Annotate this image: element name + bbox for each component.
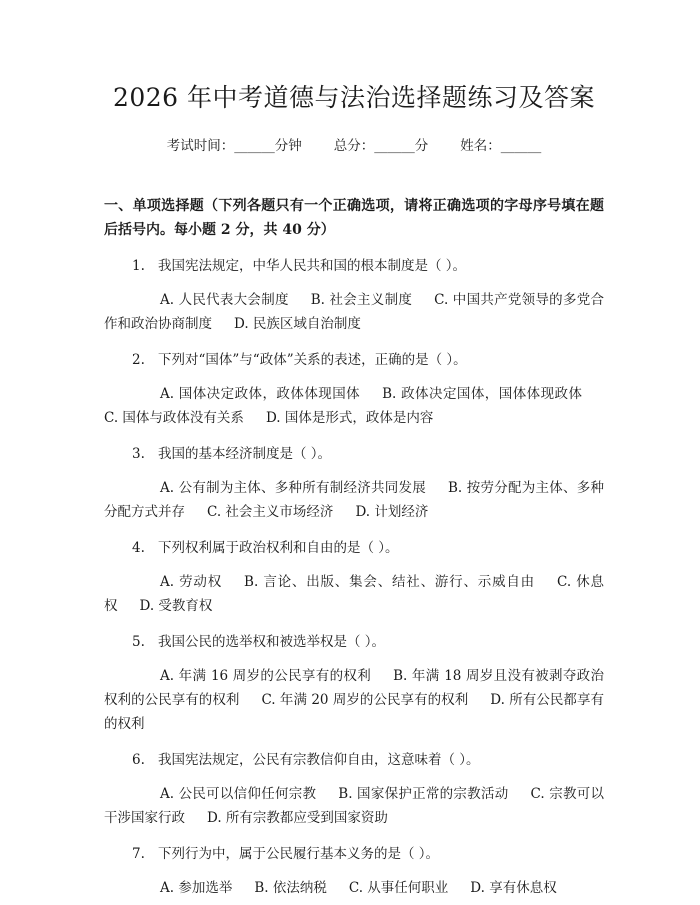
- question-number: 7.: [132, 846, 145, 862]
- section-header: 一、单项选择题（下列各题只有一个正确选项，请将正确选项的字母序号填在题后括号内。每小题 2 分，共 40 分）: [104, 198, 604, 238]
- option-b: B. 社会主义制度: [310, 292, 413, 308]
- option-b: B. 言论、出版、集会、结社、游行、示威自由: [244, 574, 535, 590]
- question-text: 下列权利属于政治权利和自由的是（ ）。: [158, 540, 399, 556]
- question-number: 2.: [132, 352, 145, 368]
- option-c: C. 中国共产党领导的多党合作和政治协商制度: [104, 292, 604, 332]
- option-c: C. 宗教可以干涉国家行政: [104, 786, 604, 826]
- option-c: C. 社会主义市场经济: [207, 504, 334, 520]
- option-d: D. 所有宗教都应受到国家资助: [207, 810, 388, 826]
- exam-info: [104, 136, 604, 156]
- question-6: [104, 748, 604, 830]
- question-stem: [104, 254, 604, 278]
- option-b: B. 按劳分配为主体、多种分配方式并存: [104, 480, 604, 520]
- question-options: [104, 382, 604, 430]
- question-1: [104, 254, 604, 336]
- question-options: [104, 876, 604, 900]
- question-stem: [104, 348, 604, 372]
- option-a: A. 人民代表大会制度: [160, 292, 289, 308]
- option-a: A. 参加选举: [160, 880, 233, 896]
- option-d: D. 民族区域自治制度: [234, 316, 361, 332]
- question-options: [104, 570, 604, 618]
- question-text: 我国的基本经济制度是（ ）。: [158, 446, 332, 462]
- option-b: B. 政体决定国体，国体体现政体: [382, 386, 582, 402]
- question-options: [104, 288, 604, 336]
- question-stem: [104, 630, 604, 654]
- student-name-field: 姓名：______: [460, 138, 542, 154]
- option-a: A. 公民可以信仰任何宗教: [160, 786, 317, 802]
- question-text: 下列行为中，属于公民履行基本义务的是（ ）。: [158, 846, 440, 862]
- exam-time-field: 考试时间：______分钟: [166, 138, 302, 154]
- question-number: 1.: [132, 258, 145, 274]
- option-b: B. 国家保护正常的宗教活动: [338, 786, 509, 802]
- question-2: [104, 348, 604, 430]
- question-text: 我国宪法规定，中华人民共和国的根本制度是（ ）。: [158, 258, 467, 274]
- question-number: 6.: [132, 752, 145, 768]
- option-d: D. 所有公民都享有的权利: [104, 692, 605, 732]
- question-number: 3.: [132, 446, 145, 462]
- question-stem: [104, 748, 604, 772]
- question-number: 5.: [132, 634, 145, 650]
- question-list: [104, 254, 604, 900]
- page-title: 2026 年中考道德与法治选择题练习及答案: [112, 83, 596, 112]
- option-d: D. 享有休息权: [470, 880, 557, 896]
- total-score-field: 总分：______分: [333, 138, 429, 154]
- option-c: C. 国体与政体没有关系: [104, 410, 244, 426]
- question-text: 我国宪法规定，公民有宗教信仰自由，这意味着（ ）。: [158, 752, 480, 768]
- question-stem: [104, 536, 604, 560]
- option-d: D. 受教育权: [139, 598, 213, 614]
- option-c: C. 从事任何职业: [348, 880, 449, 896]
- question-4: [104, 536, 604, 618]
- option-c: C. 休息权: [104, 574, 604, 614]
- question-text: 下列对“国体”与“政体”关系的表述，正确的是（ ）。: [158, 352, 467, 368]
- question-stem: [104, 442, 604, 466]
- question-text: 我国公民的选举权和被选举权是（ ）。: [158, 634, 386, 650]
- question-options: [104, 476, 604, 524]
- question-7: [104, 842, 604, 900]
- option-b: B. 依法纳税: [254, 880, 327, 896]
- option-a: A. 年满 16 周岁的公民享有的权利: [160, 668, 372, 684]
- option-a: A. 劳动权: [160, 574, 223, 590]
- question-options: [104, 782, 604, 830]
- question-number: 4.: [132, 540, 145, 556]
- option-a: A. 公有制为主体、多种所有制经济共同发展: [160, 480, 427, 496]
- question-3: [104, 442, 604, 524]
- question-5: [104, 630, 604, 736]
- option-a: A. 国体决定政体，政体体现国体: [160, 386, 361, 402]
- option-d: D. 计划经济: [355, 504, 429, 520]
- option-c: C. 年满 20 周岁的公民享有的权利: [261, 692, 469, 708]
- question-stem: [104, 842, 604, 866]
- question-options: [104, 664, 604, 736]
- option-d: D. 国体是形式，政体是内容: [265, 410, 434, 426]
- option-b: B. 年满 18 周岁且没有被剥夺政治权利的公民享有的权利: [104, 668, 605, 708]
